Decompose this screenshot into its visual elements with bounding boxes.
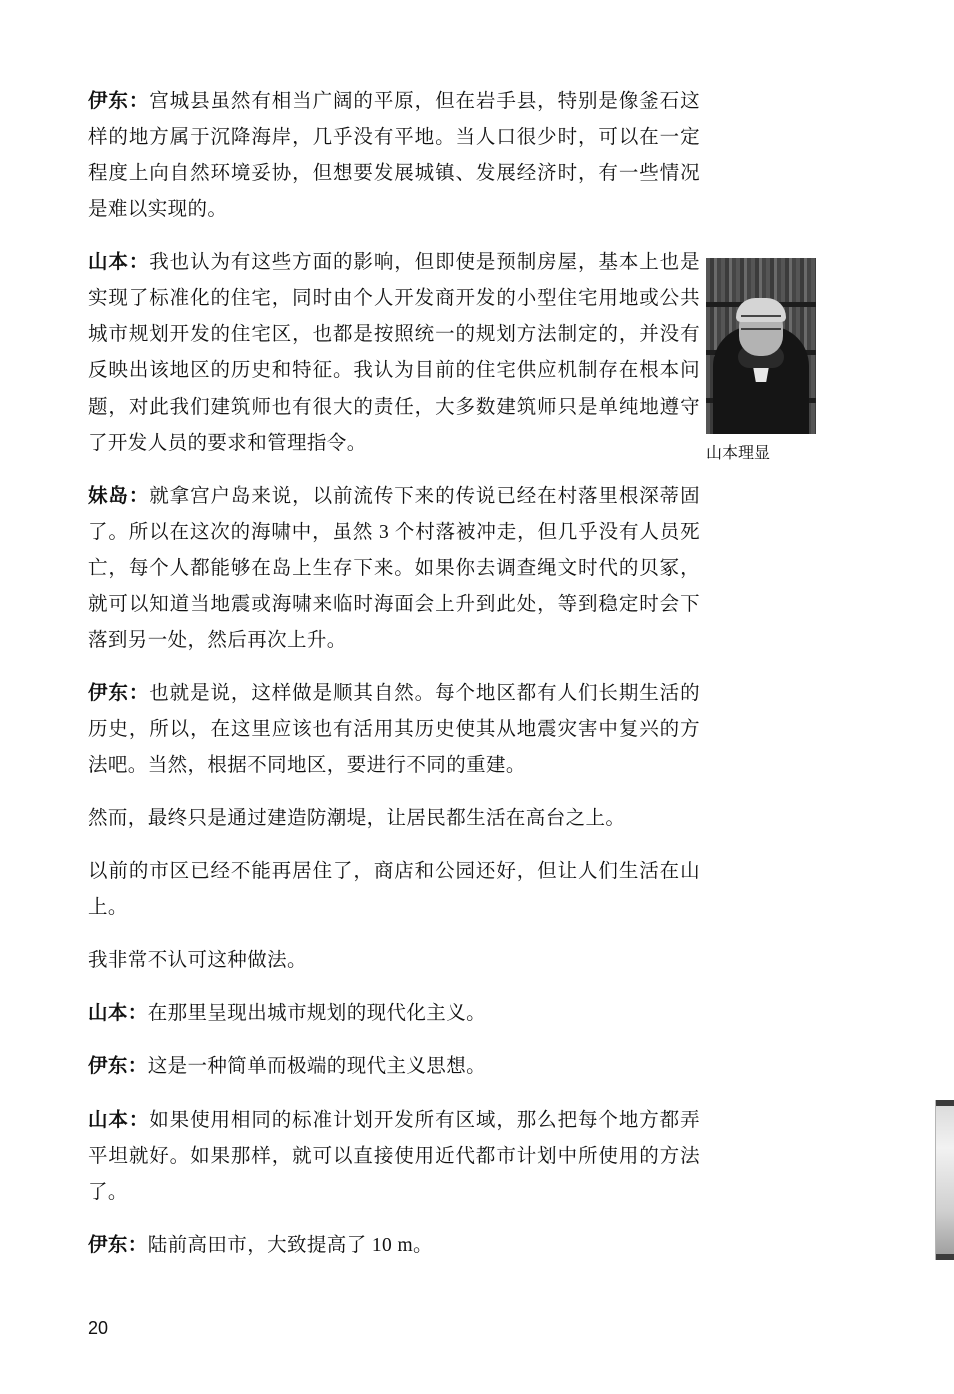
speaker-label-8: 山本： — [88, 1003, 148, 1025]
edge-marker-cap-top — [936, 1100, 954, 1106]
paragraph-text-11: 陆前高田市，大致提高了 10 m。 — [147, 1234, 433, 1256]
paragraph-9 — [88, 1049, 700, 1085]
paragraph-1 — [88, 84, 700, 228]
paragraph-text-4: 也就是说，这样做是顺其自然。每个地区都有人们长期生活的历史，所以，在这里应该也有活用其历史使其从地震灾害中复兴的方法吧。当然，根据不同地区，要进行不同的重建。 — [88, 682, 701, 777]
speaker-label-10: 山本： — [88, 1109, 150, 1131]
paragraph-text-6: 以前的市区已经不能再居住了，商店和公园还好，但让人们生活在山上。 — [88, 861, 700, 919]
paragraph-5 — [88, 801, 700, 837]
paragraph-8 — [88, 996, 700, 1032]
paragraph-text-1: 宫城县虽然有相当广阔的平原，但在岩手县，特别是像釜石这样的地方属于沉降海岸，几乎没有平地。当人口很少时，可以在一定程度上向自然环境妥协，但想要发展城镇、发展经济时，有一些情况是难以实现的。 — [88, 91, 701, 221]
paragraph-10 — [88, 1103, 700, 1211]
paragraph-7 — [88, 943, 700, 979]
edge-marker-cap-bottom — [936, 1254, 954, 1260]
glasses-icon — [741, 315, 781, 330]
speaker-label-2: 山本： — [88, 252, 150, 274]
figure-caption: 山本理显 — [706, 445, 771, 462]
paragraph-6 — [88, 854, 700, 926]
paragraph-text-5: 然而，最终只是通过建造防潮堤，让居民都生活在高台之上。 — [88, 808, 626, 830]
paragraph-11 — [88, 1228, 700, 1264]
paragraph-text-8: 在那里呈现出城市规划的现代化主义。 — [147, 1003, 487, 1025]
paragraph-3 — [88, 479, 700, 659]
speaker-label-1: 伊东： — [88, 91, 150, 112]
paragraph-text-7: 我非常不认可这种做法。 — [88, 950, 307, 972]
speaker-label-11: 伊东： — [88, 1234, 148, 1256]
figure-portrait — [706, 258, 816, 465]
speaker-label-4: 伊东： — [88, 682, 150, 704]
speaker-label-9: 伊东： — [88, 1056, 148, 1078]
page-edge-marker — [935, 1100, 954, 1260]
paragraph-text-3: 就拿宫户岛来说，以前流传下来的传说已经在村落里根深蒂固了。所以在这次的海啸中，虽然 3 个村落被冲走，但几乎没有人员死亡，每个人都能够在岛上生存下来。如果你去调查绳文时代的贝冢，就可以知道当地震或海啸来临时海面会上升到此处，等到稳定时会下落到另一处，然后再次上升。 — [88, 485, 701, 651]
paragraph-text-10: 如果使用相同的标准计划开发所有区域，那么把每个地方都弄平坦就好。如果那样，就可以直接使用近代都市计划中所使用的方法了。 — [88, 1109, 701, 1203]
paragraph-text-9: 这是一种简单而极端的现代主义思想。 — [147, 1056, 487, 1078]
page-number: 20 — [88, 1318, 109, 1338]
paragraph-text-2: 我也认为有这些方面的影响，但即使是预制房屋，基本上也是实现了标准化的住宅，同时由个人开发商开发的小型住宅用地或公共城市规划开发的住宅区，也都是按照统一的规划方法制定的，并没有反映出该地区的历史和特征。我认为目前的住宅供应机制存在根本问题，对此我们建筑师也有很大的责任，大多数建筑师只是单纯地遵守了开发人员的要求和管理指令。 — [88, 252, 701, 454]
article-body — [88, 84, 700, 1281]
paragraph-4 — [88, 676, 700, 784]
speaker-label-3: 妹岛： — [88, 485, 150, 507]
portrait-photo — [706, 258, 816, 434]
paragraph-2 — [88, 245, 700, 461]
